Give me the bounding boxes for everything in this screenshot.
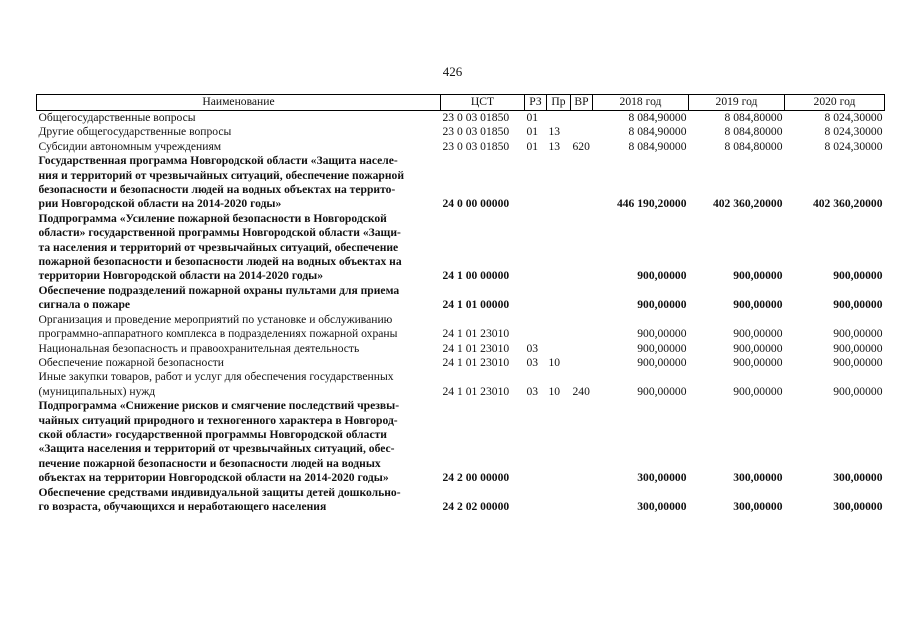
table-cell-2018: 300,00000	[637, 471, 687, 485]
table-cell-rz	[525, 486, 547, 515]
table-cell-vr	[571, 125, 593, 139]
table-cell-rz	[525, 284, 547, 313]
table-cell-2020: 900,00000	[833, 269, 883, 283]
table-cell-2019: 900,00000	[733, 355, 783, 369]
table-cell-cst: 24 1 01 23010	[442, 355, 510, 369]
name-line: (муниципальных) нужд	[38, 384, 156, 398]
table-cell-2019: 300,00000	[733, 499, 783, 513]
table-cell-rz	[525, 399, 547, 485]
table-cell-vr	[571, 111, 593, 126]
table-cell-vr	[571, 313, 593, 342]
table-cell-rz: 03	[526, 341, 539, 355]
table-cell-cst: 23 0 03 01850	[442, 139, 510, 153]
name-line: рии Новгородской области на 2014-2020 годы»	[38, 197, 282, 211]
table-cell-pr	[547, 212, 571, 284]
page-number: 426	[442, 64, 463, 79]
table-cell-rz: 01	[526, 125, 539, 139]
table-row	[37, 125, 885, 139]
table-cell-name	[37, 370, 441, 399]
table-cell-pr	[547, 486, 571, 515]
table-cell-name	[37, 356, 441, 370]
table-cell-2020: 900,00000	[833, 355, 883, 369]
table-cell-vr: 620	[572, 139, 590, 153]
table-cell-2019: 8 084,80000	[724, 111, 783, 124]
table-row	[37, 140, 885, 154]
name-line: ния и территорий от чрезвычайных ситуаций, обеспечение пожарной	[38, 168, 404, 182]
table-cell-2020: 300,00000	[833, 499, 883, 513]
table-cell-cst: 24 1 01 23010	[442, 327, 510, 341]
table-cell-2020: 300,00000	[833, 471, 883, 485]
table-cell-rz: 01	[526, 139, 539, 153]
table-cell-pr	[547, 154, 571, 212]
header-vr: ВР	[571, 95, 593, 111]
table-cell-rz	[525, 212, 547, 284]
name-line: ской области» государственной программы Новгородской области	[38, 427, 387, 441]
table-cell-2020: 8 024,30000	[824, 125, 883, 139]
table-cell-pr	[547, 399, 571, 485]
table-cell-cst: 24 1 01 23010	[442, 341, 510, 355]
table-cell-2018: 900,00000	[637, 341, 687, 355]
table-cell-2018: 8 084,90000	[628, 125, 687, 139]
table-cell-pr: 10	[548, 355, 561, 369]
table-cell-pr	[547, 284, 571, 313]
name-line: территории Новгородской области на 2014-2020 годы»	[38, 269, 324, 283]
name-line: области» государственной программы Новгородской области «Защи-	[38, 226, 401, 240]
table-cell-rz	[525, 154, 547, 212]
name-line: объектах на территории Новгородской области на 2014-2020 годы»	[38, 471, 389, 485]
table-cell-2019: 402 360,20000	[712, 197, 783, 211]
table-row	[37, 342, 885, 356]
table-cell-2018: 300,00000	[637, 499, 687, 513]
table-cell-name	[37, 284, 441, 313]
table-cell-2019: 900,00000	[733, 327, 783, 341]
table-cell-name	[37, 313, 441, 342]
table-row	[37, 399, 885, 485]
table-row	[37, 111, 885, 126]
table-cell-rz: 01	[526, 111, 539, 124]
table-cell-cst: 24 1 01 23010	[442, 384, 510, 398]
name-line: программно-аппаратного комплекса в подразделениях пожарной охраны	[38, 327, 398, 341]
table-cell-rz	[525, 313, 547, 342]
table-cell-cst: 23 0 03 01850	[442, 111, 510, 124]
table-cell-2020: 900,00000	[833, 384, 883, 398]
table-cell-2019: 900,00000	[733, 269, 783, 283]
table-cell-name	[37, 154, 441, 212]
table-cell-2018: 900,00000	[637, 384, 687, 398]
table-cell-vr	[571, 154, 593, 212]
table-cell-2020: 402 360,20000	[812, 197, 883, 211]
table-cell-rz: 03	[526, 384, 539, 398]
table-cell-cst: 23 0 03 01850	[442, 125, 510, 139]
name-line: Субсидии автономным учреждениям	[38, 139, 222, 153]
table-cell-2020: 8 024,30000	[824, 111, 883, 124]
table-cell-vr	[571, 342, 593, 356]
table-row	[37, 356, 885, 370]
table-cell-2018: 8 084,90000	[628, 111, 687, 124]
header-pr: Пр	[547, 95, 571, 111]
table-cell-2020: 8 024,30000	[824, 139, 883, 153]
name-line: Организация и проведение мероприятий по установке и обслуживанию	[38, 312, 393, 326]
name-line: «Защита населения и территорий от чрезвычайных ситуаций, обес-	[38, 442, 395, 456]
table-cell-name	[37, 125, 441, 139]
table-cell-cst: 24 2 00 00000	[442, 471, 510, 485]
table-cell-2020: 900,00000	[833, 341, 883, 355]
table-cell-name	[37, 399, 441, 485]
name-line: Подпрограмма «Снижение рисков и смягчение последствий чрезвы-	[38, 399, 400, 413]
table-cell-vr	[571, 212, 593, 284]
table-row	[37, 212, 885, 284]
table-cell-pr	[547, 111, 571, 126]
name-line: Обеспечение средствами индивидуальной защиты детей дошкольно-	[38, 485, 401, 499]
table-cell-name	[37, 486, 441, 515]
table-cell-vr	[571, 284, 593, 313]
table-cell-2019: 300,00000	[733, 471, 783, 485]
header-rz: РЗ	[525, 95, 547, 111]
table-cell-2019: 8 084,80000	[724, 139, 783, 153]
table-cell-2018: 900,00000	[637, 355, 687, 369]
table-cell-cst: 24 0 00 00000	[442, 197, 510, 211]
name-line: печение пожарной безопасности и безопасности людей на водных	[38, 456, 381, 470]
table-cell-2019: 900,00000	[733, 298, 783, 312]
header-2020: 2020 год	[785, 95, 885, 111]
table-cell-name	[37, 140, 441, 154]
name-line: Национальная безопасность и правоохранительная деятельность	[38, 341, 360, 355]
table-cell-2018: 446 190,20000	[616, 197, 687, 211]
table-cell-2018: 900,00000	[637, 298, 687, 312]
table-row	[37, 284, 885, 313]
table-cell-cst: 24 2 02 00000	[442, 499, 510, 513]
table-cell-2018: 8 084,90000	[628, 139, 687, 153]
table-cell-2020: 900,00000	[833, 327, 883, 341]
name-line: сигнала о пожаре	[38, 298, 131, 312]
name-line: го возраста, обучающихся и неработающего населения	[38, 499, 327, 513]
table-header-row	[37, 95, 885, 111]
table-cell-name	[37, 212, 441, 284]
budget-table	[36, 94, 885, 514]
table-cell-vr	[571, 356, 593, 370]
table-cell-vr	[571, 486, 593, 515]
table-cell-name	[37, 111, 441, 126]
table-cell-name	[37, 342, 441, 356]
name-line: Иные закупки товаров, работ и услуг для обеспечения государственных	[38, 370, 394, 384]
table-cell-pr	[547, 313, 571, 342]
table-cell-cst: 24 1 01 00000	[442, 298, 510, 312]
header-name: Наименование	[37, 95, 441, 111]
name-line: Обеспечение пожарной безопасности	[38, 355, 225, 369]
table-cell-pr: 10	[548, 384, 561, 398]
header-2018: 2018 год	[593, 95, 689, 111]
table-cell-pr: 13	[548, 139, 561, 153]
table-cell-2020: 900,00000	[833, 298, 883, 312]
name-line: Обеспечение подразделений пожарной охраны пультами для приема	[38, 283, 400, 297]
table-row	[37, 486, 885, 515]
name-line: безопасности и безопасности людей на водных объектах на террито-	[38, 183, 396, 197]
table-cell-2019: 900,00000	[733, 341, 783, 355]
name-line: Общегосударственные вопросы	[38, 111, 196, 124]
table-cell-pr	[547, 342, 571, 356]
table-cell-2018: 900,00000	[637, 327, 687, 341]
table-cell-rz: 03	[526, 355, 539, 369]
table-cell-2018: 900,00000	[637, 269, 687, 283]
name-line: Другие общегосударственные вопросы	[38, 125, 232, 139]
name-line: чайных ситуаций природного и техногенного характера в Новгород-	[38, 413, 398, 427]
header-2019: 2019 год	[689, 95, 785, 111]
table-cell-pr: 13	[548, 125, 561, 139]
name-line: пожарной безопасности и безопасности людей на водных объектах на	[38, 255, 402, 269]
header-cst: ЦСТ	[441, 95, 525, 111]
table-cell-2019: 900,00000	[733, 384, 783, 398]
name-line: Государственная программа Новгородской области «Защита населе-	[38, 154, 398, 168]
table-cell-vr	[571, 399, 593, 485]
table-cell-2019: 8 084,80000	[724, 125, 783, 139]
name-line: та населения и территорий от чрезвычайных ситуаций, обеспечение	[38, 240, 399, 254]
table-row	[37, 370, 885, 399]
table-body	[37, 111, 885, 515]
name-line: Подпрограмма «Усиление пожарной безопасности в Новгородской	[38, 211, 387, 225]
table-row	[37, 154, 885, 212]
table-cell-vr: 240	[572, 384, 590, 398]
table-row	[37, 313, 885, 342]
table-cell-cst: 24 1 00 00000	[442, 269, 510, 283]
